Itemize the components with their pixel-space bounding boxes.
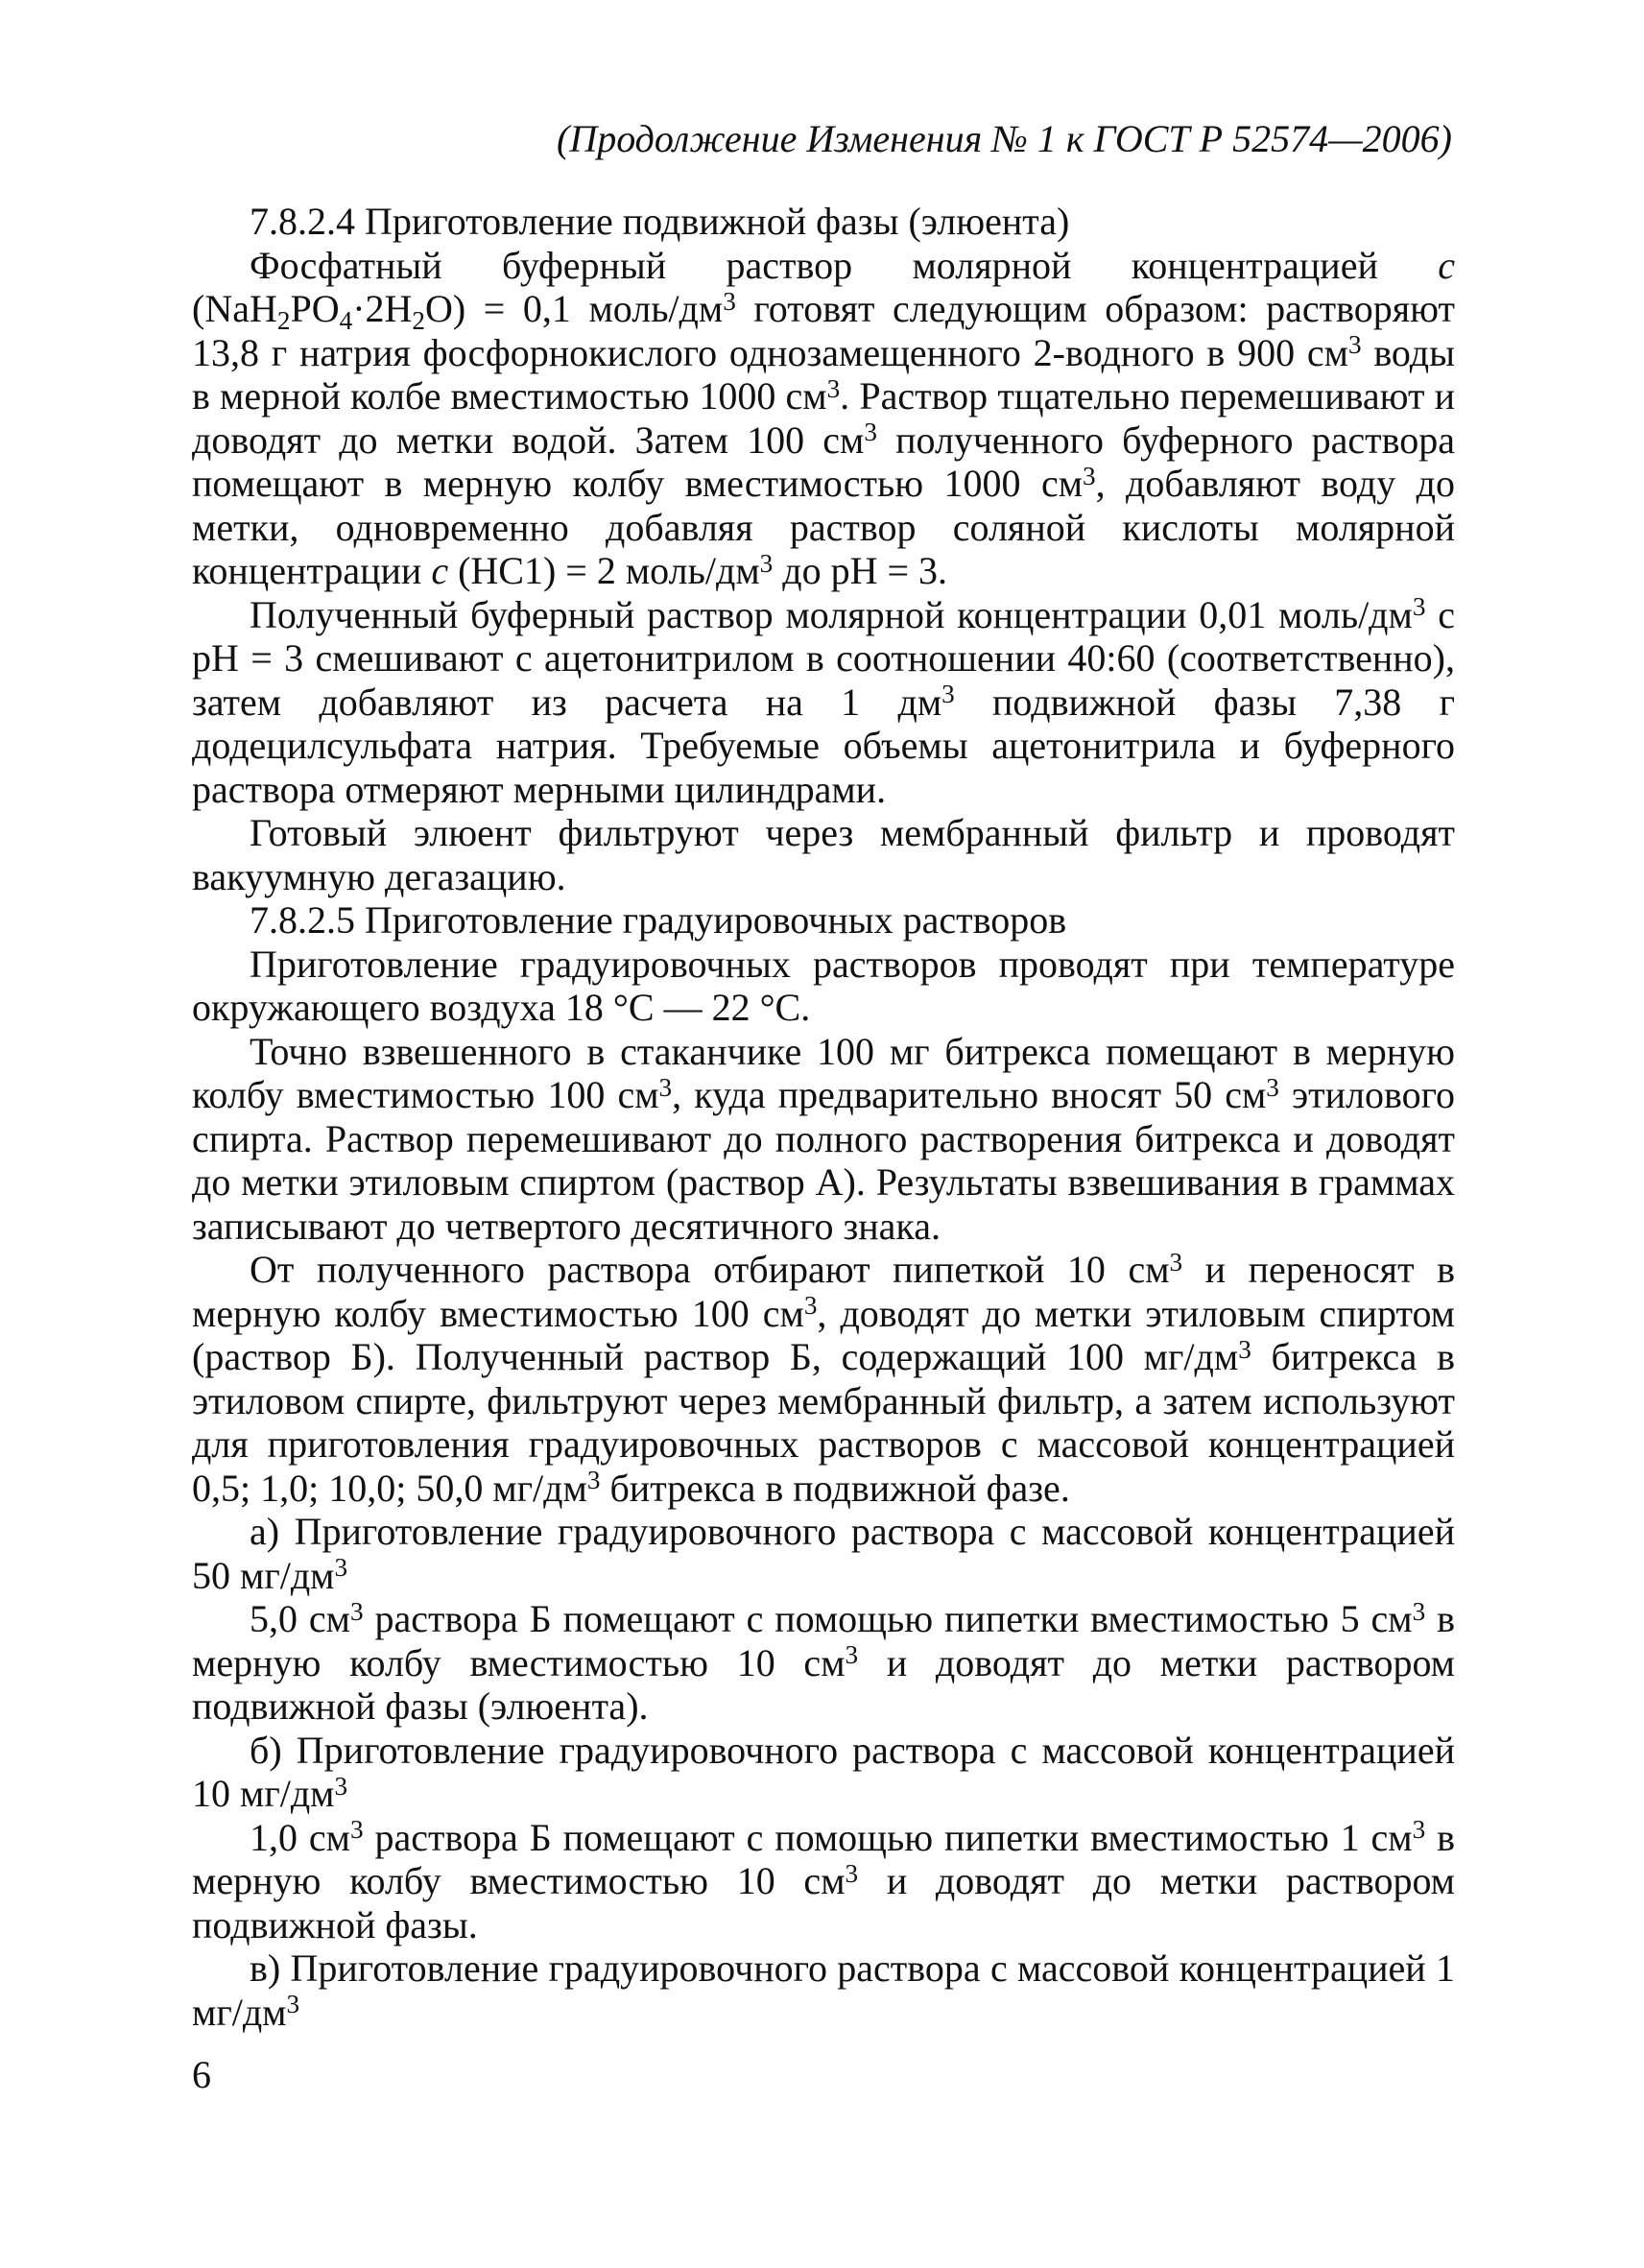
paragraph-solution-a: Точно взвешенного в стаканчике 100 мг битрекса помещают в мерную колбу вместимостью 100 $см^3$, куда предварительно вносят 50 $см^3$ этилового спирта. Раствор перемешивают до полного растворения битрекса и доводят до метки этиловым спиртом (раствор А). Результаты взвешивания в граммах записывают до четвертого десятичного знака. (192, 1029, 1455, 1248)
item-a-text: 5,0 $см^3$ раствора Б помещают с помощью пипетки вместимостью 5 $см^3$ в мерную колбу вместимостью 10 $см^3$ и доводят до метки раствором подвижной фазы (элюента). (192, 1596, 1456, 1728)
section-heading-7825: 7.8.2.5 Приготовление градуировочных растворов (250, 898, 1067, 942)
item-c-title: в) Приготовление градуировочного раствора с массовой концентрацией 1 $мг/дм^3$ (192, 1946, 1455, 2034)
paragraph-buffer-mixing: Полученный буферный раствор молярной концентрации 0,01 моль/$дм^3$ с pH = 3 смешивают с ацетонитрилом в соотношении 40:60 (соответственно), затем добавляют из расчета на 1 $дм^3$ подвижной фазы 7,38 г додецилсульфата натрия. Требуемые объемы ацетонитрила и буферного раствора отмеряют мерными цилиндрами. (192, 592, 1455, 811)
item-b-title: б) Приготовление градуировочного раствора с массовой концентрацией 10 $мг/дм^3$ (192, 1728, 1455, 1815)
running-header: (Продолжение Изменения № 1 к ГОСТ Р 52574—2006) (557, 117, 1452, 160)
paragraph-eluent-filtering: Готовый элюент фильтруют через мембранный фильтр и проводят вакуумную дегазацию. (192, 811, 1455, 898)
section-heading-7824: 7.8.2.4 Приготовление подвижной фазы (элюента) (250, 200, 1070, 243)
page-number: 6 (192, 2053, 211, 2096)
item-b-text: 1,0 $см^3$ раствора Б помещают с помощью пипетки вместимостью 1 $см^3$ в мерную колбу вместимостью 10 $см^3$ и доводят до метки раствором подвижной фазы. (192, 1815, 1456, 1946)
paragraph-phosphate-buffer: Фосфатный буферный раствор молярной концентрацией c $(NaH_2PO_4\cdot 2H_2O) = 0,1$ моль/$дм^3$ готовят следующим образом: растворяют 13,8 г натрия фосфорнокислого однозамещенного 2-водного в 900 $см^3$ воды в мерной колбе вместимостью 1000 $см^3$. Раствор тщательно перемешивают и доводят до метки водой. Затем 100 $см^3$ полученного буферного раствора помещают в мерную колбу вместимостью 1000 $см^3$, добавляют воду до метки, одновременно добавляя раствор соляной кислоты молярной концентрации c (HC1) = 2 моль/$дм^3$ до pH = 3. (192, 243, 1456, 592)
paragraph-solution-b: От полученного раствора отбирают пипеткой 10 $см^3$ и переносят в мерную колбу вместимостью 100 $см^3$, доводят до метки этиловым спиртом (раствор Б). Полученный раствор Б, содержащий 100 $мг/дм^3$ битрекса в этиловом спирте, фильтруют через мембранный фильтр, а затем используют для приготовления градуировочных растворов с массовой концентрацией 0,5; 1,0; 10,0; 50,0 $мг/дм^3$ битрекса в подвижной фазе. (192, 1247, 1455, 1510)
document-body (192, 200, 1455, 2034)
paragraph-temperature: Приготовление градуировочных растворов проводят при температуре окружающего воздуха 18 °С — 22 °С. (192, 942, 1455, 1029)
item-a-title: а) Приготовление градуировочного раствора с массовой концентрацией 50 $мг/дм^3$ (192, 1510, 1455, 1597)
